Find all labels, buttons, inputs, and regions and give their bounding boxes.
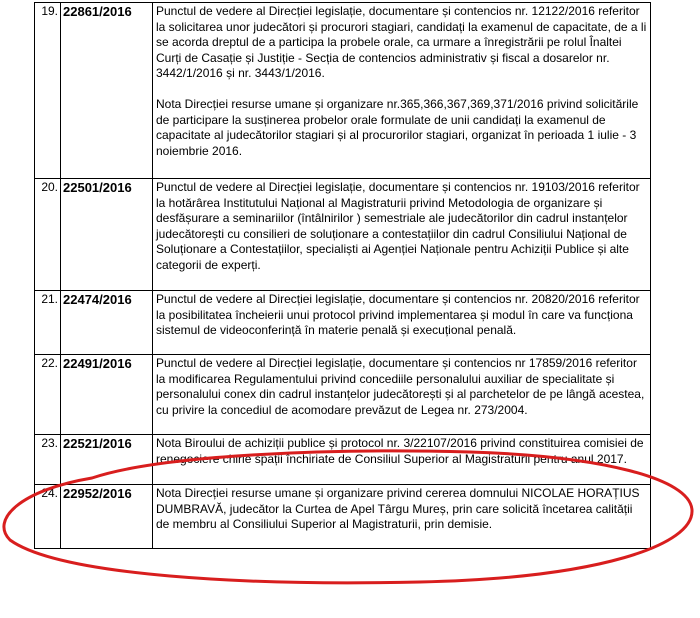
description-paragraph: Punctul de vedere al Direcției legislație, documentare și contencios nr. 12122/2016 referitor la solicitarea unor judecători și procurori stagiari, candidați la examenul de capacitate, de a li se acorda dreptul de a participa la probele orale, ca urmare a înregistrării pe rolul Înaltei Curți de Casație și Justiție - Secția de contencios administrativ și fiscal a dosarelor nr. 3442/1/2016 și nr. 3443/1/2016. xyxy=(156,4,647,81)
registration-number: 22861/2016 xyxy=(61,3,153,179)
table-row xyxy=(35,3,651,179)
registration-number: 22952/2016 xyxy=(61,485,153,549)
row-number: 21. xyxy=(35,291,61,355)
row-description xyxy=(153,291,651,355)
table-row xyxy=(35,179,651,291)
row-description xyxy=(153,435,651,485)
registration-number: 22491/2016 xyxy=(61,355,153,435)
description-paragraph: Punctul de vedere al Direcției legislație, documentare și contencios nr. 20820/2016 referitor la posibilitatea încheierii unui protocol privind implementarea și modul în care va funcționa sistemul de videoconferință în materie penală și execuțional penală. xyxy=(156,292,640,338)
row-number: 23. xyxy=(35,435,61,485)
row-number: 24. xyxy=(35,485,61,549)
agenda-table xyxy=(34,2,651,549)
row-description xyxy=(153,485,651,549)
row-description xyxy=(153,3,651,179)
registration-number: 22501/2016 xyxy=(61,179,153,291)
description-paragraph: Nota Biroului de achiziții publice și protocol nr. 3/22107/2016 privind constituirea comisiei de renegociere chirie spații închiriate de Consiliul Superior al Magistraturii pentru anul 2017. xyxy=(156,436,644,466)
description-paragraph: Punctul de vedere al Direcției legislație, documentare și contencios nr 17859/2016 referitor la modificarea Regulamentului privind concediile personalului auxiliar de specialitate și personalului conex din cadrul instanțelor judecătorești și al parchetelor de pe lângă acestea, cu privire la concediul de acomodare prevăzut de Legea nr. 273/2004. xyxy=(156,356,645,417)
description-paragraph: Nota Direcției resurse umane și organizare privind cererea domnului NICOLAE HORAȚIUS DUMBRAVĂ, judecător la Curtea de Apel Târgu Mureș, prin care solicită încetarea calității de membru al Consiliului Superior al Magistraturii, prin demisie. xyxy=(156,486,640,532)
row-number: 22. xyxy=(35,355,61,435)
table-row xyxy=(35,355,651,435)
row-description xyxy=(153,179,651,291)
registration-number: 22474/2016 xyxy=(61,291,153,355)
description-paragraph: Nota Direcției resurse umane și organizare nr.365,366,367,369,371/2016 privind solicitările de participare la susținerea probelor orale formulate de unii candidați la examenul de capacitate al judecătorilor stagiari și al procurorilor stagiari, organizat în perioada 1 iulie - 3 noiembrie 2016. xyxy=(156,96,639,158)
row-description xyxy=(153,355,651,435)
table-row xyxy=(35,435,651,485)
registration-number: 22521/2016 xyxy=(61,435,153,485)
table-row xyxy=(35,485,651,549)
row-number: 19. xyxy=(35,3,61,179)
agenda-rows xyxy=(35,3,651,549)
table-row xyxy=(35,291,651,355)
description-paragraph: Punctul de vedere al Direcției legislație, documentare și contencios nr. 19103/2016 referitor la hotărârea Institutului Național al Magistraturii privind Metodologia de organizare și desfășurare a seminariilor (întâlnirilor ) semestriale ale judecătorilor din cadrul instanțelor judecătorești cu consilieri de soluționare a contestațiilor din cadrul Consiliului Național de Soluționare a Contestațiilor, specialiști ai Agenției Naționale pentru Achiziții Publice și alte categorii de experți. xyxy=(156,180,640,272)
row-number: 20. xyxy=(35,179,61,291)
